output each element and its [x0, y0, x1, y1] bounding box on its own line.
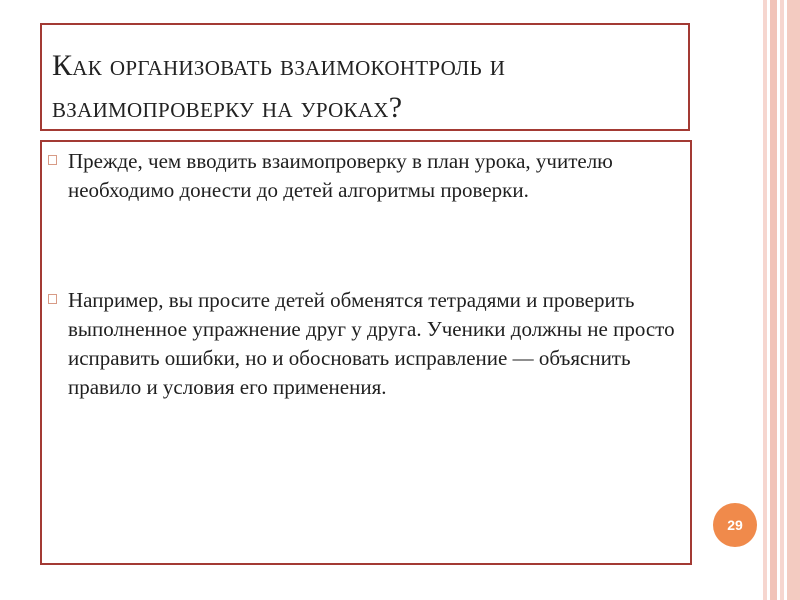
content-box: [40, 140, 692, 565]
square-bullet-icon: [48, 294, 57, 304]
title-box: [40, 23, 690, 131]
decorative-stripe: [780, 0, 784, 600]
page-number-badge: 29: [713, 503, 757, 547]
decorative-stripe: [763, 0, 767, 600]
bullet-item: [68, 147, 676, 205]
bullet-text: Прежде, чем вводить взаимопроверку в план урока, учителю необходимо донести до детей алгоритмы проверки.: [68, 149, 613, 202]
slide-title: Как организовать взаимоконтроль и взаимопроверку на уроках?: [52, 49, 506, 124]
decorative-stripe: [787, 0, 800, 600]
bullet-item: [68, 286, 676, 402]
bullet-text: Например, вы просите детей обменятся тетрадями и проверить выполненное упражнение друг у друга. Ученики должны не просто исправить ошибки, но и обосновать исправление — объяснить правило и условия его применения.: [68, 288, 675, 399]
decorative-stripe: [770, 0, 777, 600]
square-bullet-icon: [48, 155, 57, 165]
